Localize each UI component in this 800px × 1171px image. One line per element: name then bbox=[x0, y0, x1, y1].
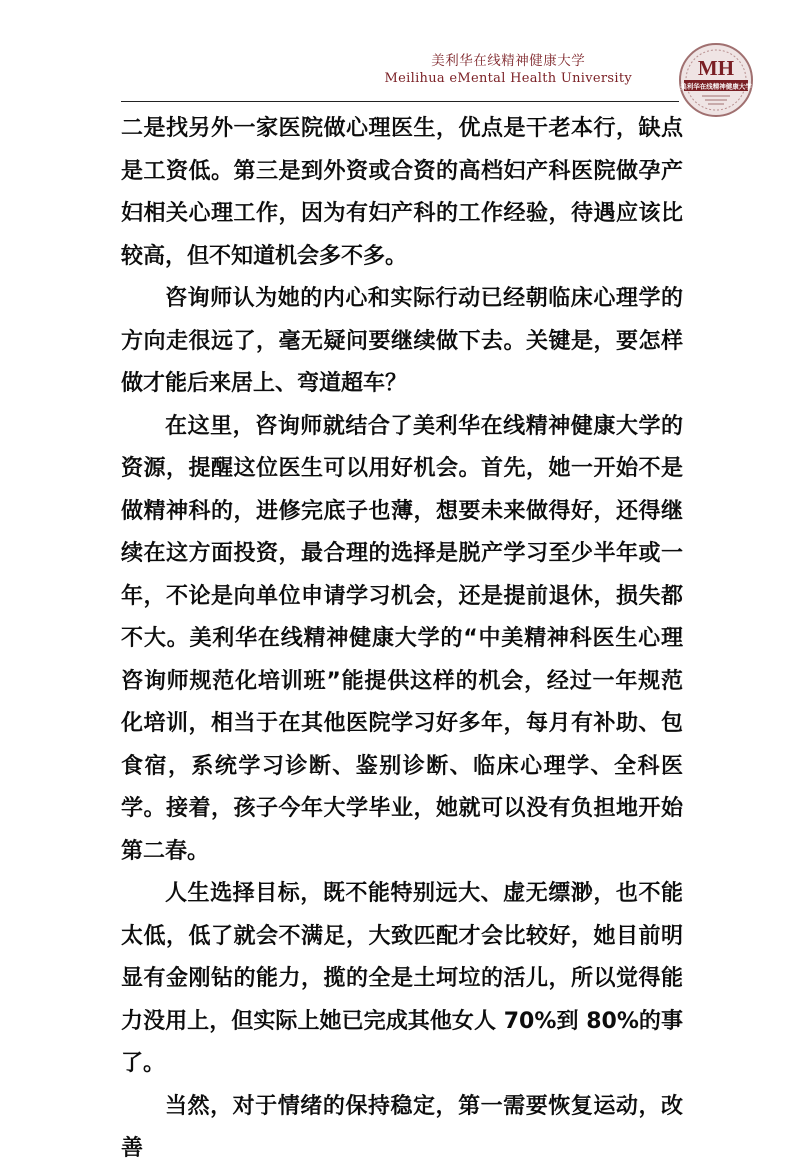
paragraph-5: 当然，对于情绪的保持稳定，第一需要恢复运动，改善 bbox=[121, 1093, 683, 1161]
paragraph-2: 咨询师认为她的内心和实际行动已经朝临床心理学的方向走很远了，毫无疑问要继续做下去。关键是，要怎样做才能后来居上、弯道超车？ bbox=[121, 286, 683, 396]
header-divider bbox=[121, 101, 679, 102]
article-body bbox=[121, 108, 683, 1171]
paragraph-3: 在这里，咨询师就结合了美利华在线精神健康大学的资源，提醒这位医生可以用好机会。首先，她一开始不是做精神科的，进修完底子也薄，想要未来做得好，还得继续在这方面投资，最合理的选择是脱产学习至少半年或一年，不论是向单位申请学习机会，还是提前退休，损失都不大。美利华在线精神健康大学的“中美精神科医生心理咨询师规范化培训班”能提供这样的机会，经过一年规范化培训，相当于在其他医院学习好多年，每月有补助、包食宿，系统学习诊断、鉴别诊断、临床心理学、全科医学。接着，孩子今年大学毕业，她就可以没有负担地开始第二春。 bbox=[121, 413, 683, 864]
logo-banner-text: 美利华在线精神健康大学 bbox=[680, 82, 752, 91]
institution-name-cn: 美利华在线精神健康大学 bbox=[431, 53, 586, 69]
institution-name-en: Meilihua eMental Health University bbox=[384, 71, 632, 86]
university-logo bbox=[678, 42, 754, 118]
page-header bbox=[0, 42, 800, 102]
paragraph-4: 人生选择目标，既不能特别远大、虚无缥渺，也不能太低，低了就会不满足，大致匹配才会比较好，她目前明显有金刚钻的能力，揽的全是土坷垃的活儿，所以觉得能力没用上，但实际上她已完成其他女人 70%到 80%的事了。 bbox=[121, 881, 683, 1076]
paragraph-1: 二是找另外一家医院做心理医生，优点是干老本行，缺点是工资低。第三是到外资或合资的高档妇产科医院做孕产妇相关心理工作，因为有妇产科的工作经验，待遇应该比较高，但不知道机会多不多。 bbox=[121, 116, 683, 269]
logo-monogram: MH bbox=[697, 56, 735, 80]
header-institution bbox=[385, 52, 632, 88]
